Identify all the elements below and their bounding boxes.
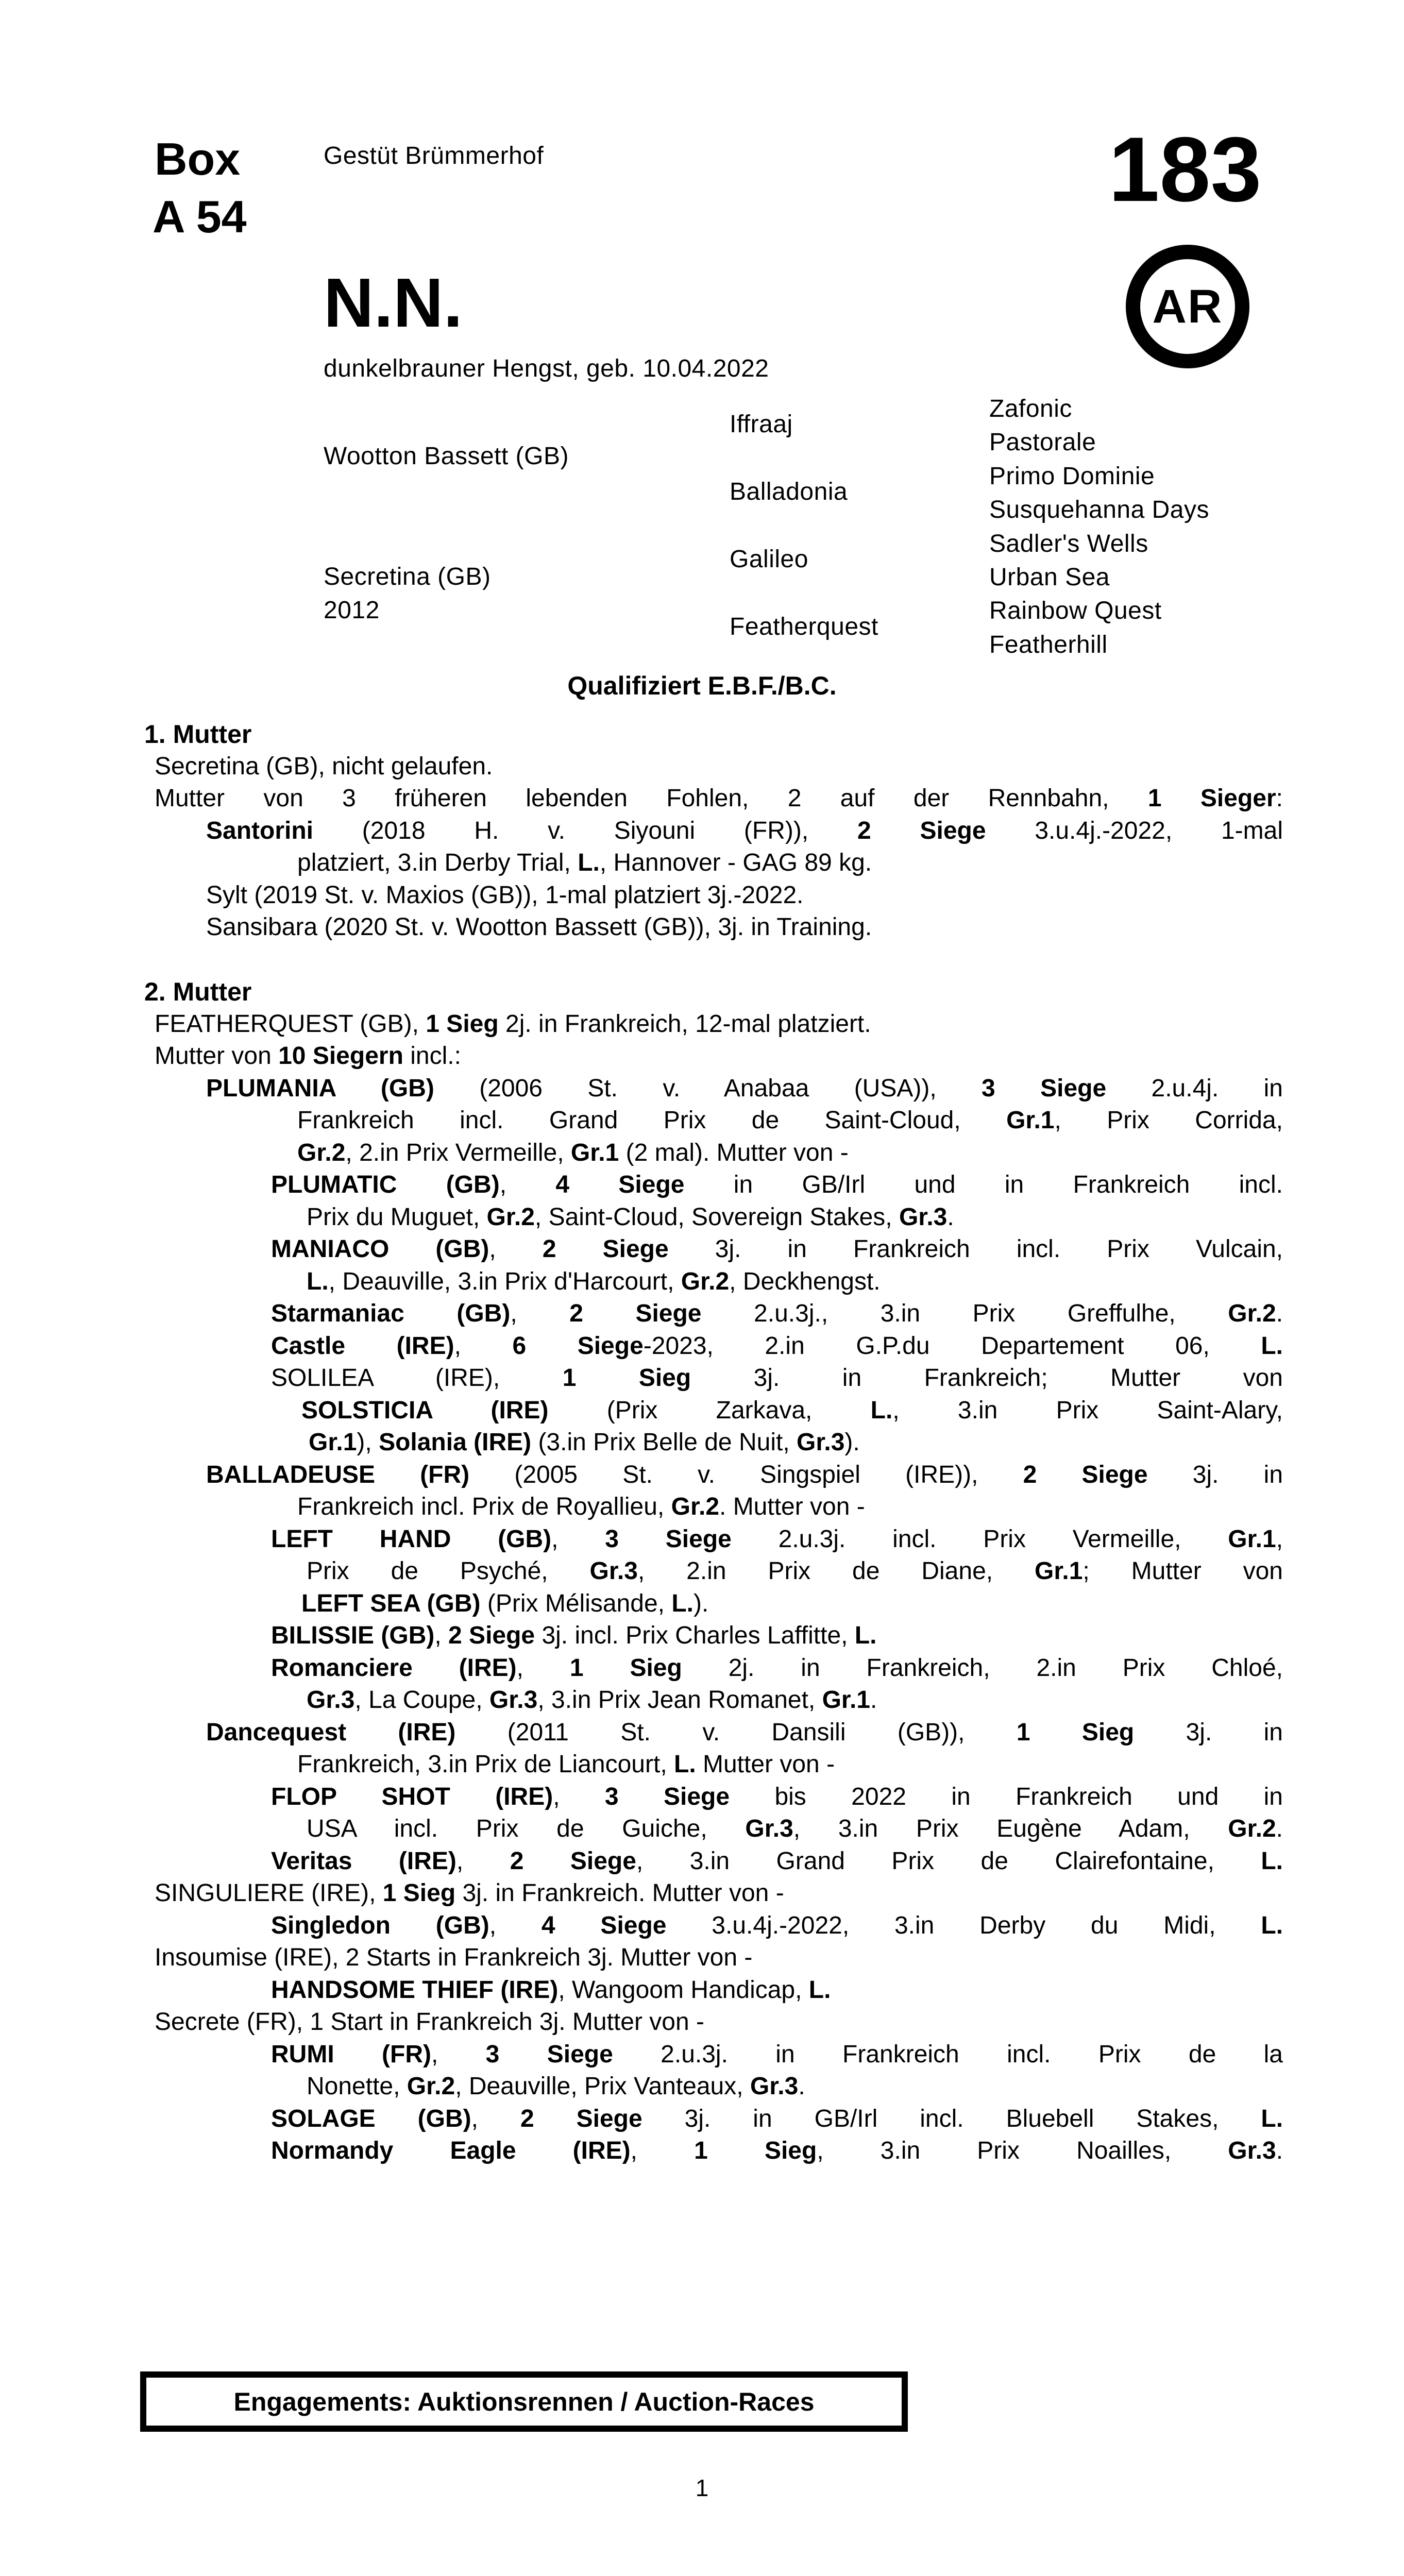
bold-text: Gr.2 <box>681 1267 730 1295</box>
text: 2.u.3j. incl. Prix Vermeille, <box>731 1525 1228 1553</box>
text: , <box>456 1847 510 1875</box>
catalog-line <box>155 1427 1283 1459</box>
catalog-line <box>155 1266 1283 1298</box>
text: . <box>870 1686 877 1714</box>
bold-text: Solania (IRE) <box>379 1429 532 1456</box>
text: Sansibara (2020 St. v. Wootton Bassett (GB)), 3j. in Training. <box>206 913 872 941</box>
pedigree-gp5: Sadler's Wells <box>989 530 1148 557</box>
text: -2023, 2.in G.P.du Departement 06, <box>643 1332 1261 1360</box>
text: Prix du Muguet, <box>307 1203 487 1231</box>
bold-text: L. <box>307 1267 329 1295</box>
box-label: Box <box>155 133 241 184</box>
bold-text: 2 Siege <box>569 1300 702 1327</box>
catalog-line <box>155 1073 1283 1105</box>
text: bis 2022 in Frankreich und in <box>730 1783 1283 1810</box>
bold-text: Gr.1 <box>822 1686 870 1714</box>
text: . <box>947 1203 954 1231</box>
bold-text: Gr.2 <box>1228 1300 1276 1327</box>
pedigree-sire-dam: Balladonia <box>730 478 848 505</box>
text: (2 mal). Mutter von - <box>619 1139 849 1166</box>
text: , <box>489 1235 543 1263</box>
catalog-line <box>155 2103 1283 2136</box>
pedigree-gp3: Primo Dominie <box>989 463 1155 490</box>
bold-text: 3 Siege <box>604 1783 730 1810</box>
bold-text: Gr.1 <box>570 1139 619 1166</box>
catalog-line <box>155 1845 1283 1878</box>
text: Frankreich, 3.in Prix de Liancourt, <box>297 1751 674 1778</box>
text: , <box>1276 1525 1283 1553</box>
text: , 3.in Prix Eugène Adam, <box>793 1815 1228 1842</box>
catalog-line <box>155 1588 1283 1620</box>
pedigree-dam-year: 2012 <box>324 597 380 624</box>
bold-text: 1 Sieg <box>562 1364 691 1392</box>
catalog-line <box>155 1105 1283 1137</box>
text: SOLILEA (IRE), <box>271 1364 563 1392</box>
text: Sylt (2019 St. v. Maxios (GB)), 1-mal platziert 3j.-2022. <box>206 881 804 909</box>
bold-text: Gr.1 <box>1228 1525 1276 1553</box>
text: Secrete (FR), 1 Start in Frankreich 3j. Mutter von - <box>155 2008 704 2036</box>
bold-text: L. <box>854 1622 877 1649</box>
bold-text: MANIACO (GB) <box>271 1235 489 1263</box>
text: , <box>510 1300 570 1327</box>
bold-text: 10 Siegern <box>278 1042 403 1070</box>
box-number: A 54 <box>153 191 247 242</box>
bold-text: 3 Siege <box>485 2040 613 2068</box>
text: (Prix Zarkava, <box>548 1396 871 1424</box>
catalog-line <box>155 1749 1283 1781</box>
text: ). <box>693 1589 709 1617</box>
catalog-line <box>155 1169 1283 1201</box>
text: , La Coupe, <box>354 1686 489 1714</box>
bold-text: L. <box>674 1751 696 1778</box>
bold-text: PLUMATIC (GB) <box>271 1171 500 1198</box>
text: Secretina (GB), nicht gelaufen. <box>155 752 493 780</box>
text: USA incl. Prix de Guiche, <box>307 1815 746 1842</box>
bold-text: Gr.3 <box>745 1815 793 1842</box>
text: Frankreich incl. Grand Prix de Saint-Cloud, <box>297 1107 1007 1134</box>
text: incl.: <box>403 1042 461 1070</box>
text: platziert, 3.in Derby Trial, <box>297 849 578 876</box>
bold-text: Gr.2 <box>486 1203 535 1231</box>
text: , <box>431 2040 486 2068</box>
text: (2018 H. v. Siyouni (FR)), <box>313 817 857 844</box>
text: Insoumise (IRE), 2 Starts in Frankreich 3j. Mutter von - <box>155 1944 753 1971</box>
catalog-line <box>155 1974 1283 2007</box>
bold-text: Castle (IRE) <box>271 1332 454 1360</box>
text: 3j. in Frankreich; Mutter von <box>691 1364 1283 1392</box>
catalog-line <box>155 1330 1283 1363</box>
text: , 2.in Prix de Diane, <box>637 1557 1035 1585</box>
text: Frankreich incl. Prix de Royallieu, <box>297 1493 671 1520</box>
bold-text: Gr.2 <box>1228 1815 1276 1842</box>
pedigree-gp2: Pastorale <box>989 429 1096 456</box>
bold-text: LEFT SEA (GB) <box>301 1589 481 1617</box>
pedigree-gp8: Featherhill <box>989 631 1108 658</box>
bold-text: Gr.1 <box>309 1429 357 1456</box>
horse-name: N.N. <box>324 264 463 342</box>
text: 2.u.3j., 3.in Prix Greffulhe, <box>701 1300 1228 1327</box>
pedigree-gp4: Susquehanna Days <box>989 496 1209 523</box>
bold-text: 4 Siege <box>541 1911 667 1939</box>
bold-text: 3 Siege <box>982 1074 1107 1102</box>
bold-text: Santorini <box>206 817 314 844</box>
catalog-line <box>155 1459 1283 1492</box>
text: 2.u.4j. in <box>1106 1074 1283 1102</box>
catalog-line <box>155 1040 1283 1073</box>
text: 3j. in <box>1134 1718 1283 1746</box>
catalog-line <box>155 2006 1283 2039</box>
bold-text: Romanciere (IRE) <box>271 1654 517 1682</box>
engagements-text: Engagements: Auktionsrennen / Auction-Races <box>233 2387 815 2416</box>
bold-text: BILISSIE (GB) <box>271 1622 435 1649</box>
bold-text: Gr.2 <box>671 1493 720 1520</box>
catalog-line <box>155 1652 1283 1685</box>
text: (2011 St. v. Dansili (GB)), <box>455 1718 1017 1746</box>
catalog-line <box>155 847 1283 879</box>
bold-text: 6 Siege <box>512 1332 644 1360</box>
catalog-line <box>155 1877 1283 1910</box>
pedigree-gp7: Rainbow Quest <box>989 597 1162 624</box>
bold-text: 2 Siege <box>448 1622 535 1649</box>
bold-text: 1 Sieg <box>382 1879 456 1907</box>
horse-description: dunkelbrauner Hengst, geb. 10.04.2022 <box>324 355 769 382</box>
text: 3j. in GB/Irl incl. Bluebell Stakes, <box>642 2105 1261 2132</box>
text: 3j. in Frankreich. Mutter von - <box>455 1879 784 1907</box>
ar-brand-label: AR <box>1152 280 1223 333</box>
bold-text: 2 Siege <box>520 2105 642 2132</box>
bold-text: Gr.3 <box>899 1203 948 1231</box>
bold-text: 1 Sieg <box>1016 1718 1135 1746</box>
text: ; Mutter von <box>1082 1557 1283 1585</box>
catalog-line <box>155 1813 1283 1845</box>
catalog-line <box>155 1555 1283 1588</box>
catalog-line <box>155 2039 1283 2071</box>
text: , <box>489 1911 542 1939</box>
catalog-line <box>155 1201 1283 1234</box>
pedigree-sire-sire: Iffraaj <box>730 411 793 438</box>
bold-text: Veritas (IRE) <box>271 1847 456 1875</box>
catalog-line <box>155 1137 1283 1170</box>
catalog-line <box>155 1233 1283 1266</box>
pedigree-gp1: Zafonic <box>989 395 1072 422</box>
bold-text: Gr.3 <box>750 2073 799 2100</box>
text: 2.u.3j. in Frankreich incl. Prix de la <box>613 2040 1283 2068</box>
ar-brand-icon <box>1126 245 1249 368</box>
bold-text: 1 Sieg <box>426 1010 499 1038</box>
text: , Prix Corrida, <box>1054 1107 1283 1134</box>
text: . <box>1276 2137 1283 2164</box>
bold-text: Gr.2 <box>297 1139 346 1166</box>
blank-line <box>155 944 1283 976</box>
text: (Prix Mélisande, <box>480 1589 672 1617</box>
text: . Mutter von - <box>719 1493 865 1520</box>
text: (2005 St. v. Singspiel (IRE)), <box>469 1461 1023 1488</box>
bold-text: BALLADEUSE (FR) <box>206 1461 470 1488</box>
catalog-line <box>155 1491 1283 1523</box>
catalog-line <box>155 1942 1283 1974</box>
bold-text: 2 Siege <box>857 817 986 844</box>
catalog-line <box>155 1362 1283 1395</box>
text: , <box>551 1525 605 1553</box>
bold-text: Dancequest (IRE) <box>206 1718 456 1746</box>
text: , 3.in Prix Noailles, <box>817 2137 1228 2164</box>
bold-text: Singledon (GB) <box>271 1911 489 1939</box>
pedigree-sire: Wootton Bassett (GB) <box>324 443 569 470</box>
text: , Saint-Cloud, Sovereign Stakes, <box>534 1203 899 1231</box>
engagements-box <box>140 2371 908 2432</box>
text: 3.u.4j.-2022, 1-mal <box>986 817 1283 844</box>
text: , <box>499 1171 556 1198</box>
catalog-line <box>155 783 1283 815</box>
bold-text: Gr.3 <box>796 1429 845 1456</box>
text: SINGULIERE (IRE), <box>155 1879 383 1907</box>
bold-text: 2 Siege <box>542 1235 669 1263</box>
bold-text: 2 Siege <box>510 1847 636 1875</box>
text: . <box>798 2073 805 2100</box>
bold-text: L. <box>1261 1911 1283 1939</box>
text: , Deauville, 3.in Prix d'Harcourt, <box>328 1267 681 1295</box>
text: , <box>630 2137 695 2164</box>
text: ), <box>357 1429 379 1456</box>
bold-text: L. <box>870 1396 893 1424</box>
text: 3j. incl. Prix Charles Laffitte, <box>535 1622 855 1649</box>
bold-text: Gr.1 <box>1006 1107 1055 1134</box>
text: , Deckhengst. <box>729 1267 881 1295</box>
bold-text: Gr.3 <box>307 1686 355 1714</box>
catalog-line <box>155 815 1283 848</box>
text: . <box>1276 1815 1283 1842</box>
bold-text: L. <box>578 849 600 876</box>
bold-text: LEFT HAND (GB) <box>271 1525 552 1553</box>
text: , Hannover - GAG 89 kg. <box>599 849 872 876</box>
bold-text: FLOP SHOT (IRE) <box>271 1783 553 1810</box>
bold-text: Starmaniac (GB) <box>271 1300 511 1327</box>
bold-text: Gr.1 <box>1035 1557 1083 1585</box>
text: 3j. in <box>1147 1461 1283 1488</box>
catalog-line <box>155 1395 1283 1427</box>
text: (3.in Prix Belle de Nuit, <box>531 1429 797 1456</box>
catalog-line <box>155 1781 1283 1814</box>
catalog-line <box>155 1008 1283 1041</box>
pedigree-gp6: Urban Sea <box>989 564 1110 591</box>
bold-text: 1 Sieg <box>694 2137 817 2164</box>
page-number: 1 <box>695 2475 709 2501</box>
bold-text: Normandy Eagle (IRE) <box>271 2137 631 2164</box>
bold-text: 3 Siege <box>605 1525 732 1553</box>
bold-text: 4 Siege <box>555 1171 685 1198</box>
text: , 3.in Prix Jean Romanet, <box>537 1686 822 1714</box>
bold-text: RUMI (FR) <box>271 2040 431 2068</box>
text: Mutter von <box>155 1042 279 1070</box>
text: Nonette, <box>307 2073 407 2100</box>
text: Mutter von - <box>696 1751 835 1778</box>
text: (2006 St. v. Anabaa (USA)), <box>434 1074 982 1102</box>
bold-text: Gr.3 <box>589 1557 638 1585</box>
text: 2j. in Frankreich, 2.in Prix Chloé, <box>682 1654 1283 1682</box>
bold-text: Gr.3 <box>489 1686 538 1714</box>
text: , 2.in Prix Vermeille, <box>345 1139 571 1166</box>
bold-text: L. <box>1261 1332 1283 1360</box>
catalog-line <box>155 2135 1283 2167</box>
section-heading: 2. Mutter <box>144 977 252 1006</box>
bold-text: L. <box>1261 2105 1283 2132</box>
text: Prix de Psyché, <box>307 1557 590 1585</box>
catalog-line <box>155 1298 1283 1330</box>
catalog-line <box>155 1910 1283 1942</box>
catalog-sections <box>144 718 1283 2167</box>
catalog-line <box>155 879 1283 912</box>
bold-text: L. <box>808 1976 831 2004</box>
text: , 3.in Prix Saint-Alary, <box>892 1396 1283 1424</box>
bold-text: SOLSTICIA (IRE) <box>301 1396 549 1424</box>
bold-text: SOLAGE (GB) <box>271 2105 471 2132</box>
text: : <box>1276 785 1283 812</box>
pedigree-dam-sire: Galileo <box>730 546 808 573</box>
lot-number: 183 <box>1108 118 1262 221</box>
bold-text: HANDSOME THIEF (IRE) <box>271 1976 559 2004</box>
text: , Wangoom Handicap, <box>558 1976 809 2004</box>
catalog-line <box>155 1523 1283 1556</box>
text: FEATHERQUEST (GB), <box>155 1010 426 1038</box>
text: , <box>471 2105 520 2132</box>
bold-text: PLUMANIA (GB) <box>206 1074 434 1102</box>
section-heading: 1. Mutter <box>144 720 252 749</box>
text: ). <box>844 1429 860 1456</box>
text: 2j. in Frankreich, 12-mal platziert. <box>498 1010 871 1038</box>
catalog-line <box>155 1717 1283 1749</box>
bold-text: L. <box>671 1589 693 1617</box>
text: , <box>553 1783 605 1810</box>
bold-text: 1 Sieger <box>1147 785 1276 812</box>
catalog-line <box>155 751 1283 783</box>
qualification-note: Qualifiziert E.B.F./B.C. <box>567 671 837 700</box>
text: 3j. in Frankreich incl. Prix Vulcain, <box>668 1235 1283 1263</box>
catalog-line <box>155 1620 1283 1652</box>
text: , <box>454 1332 513 1360</box>
text: 3.u.4j.-2022, 3.in Derby du Midi, <box>666 1911 1261 1939</box>
bold-text: 2 Siege <box>1023 1461 1148 1488</box>
pedigree-dam: Secretina (GB) <box>324 563 491 590</box>
consignor-name: Gestüt Brümmerhof <box>324 142 544 170</box>
text: . <box>1276 1300 1283 1327</box>
catalog-line <box>155 911 1283 944</box>
text: , <box>516 1654 570 1682</box>
bold-text: Gr.2 <box>407 2073 455 2100</box>
text: , <box>434 1622 449 1649</box>
text: , Deauville, Prix Vanteaux, <box>455 2073 750 2100</box>
catalog-line <box>155 2071 1283 2103</box>
text: , 3.in Grand Prix de Clairefontaine, <box>636 1847 1261 1875</box>
text: in GB/Irl und in Frankreich incl. <box>684 1171 1283 1198</box>
pedigree-dam-dam: Featherquest <box>730 613 878 640</box>
catalog-line <box>155 1684 1283 1717</box>
text: Mutter von 3 früheren lebenden Fohlen, 2 auf der Rennbahn, <box>155 785 1148 812</box>
bold-text: L. <box>1261 1847 1283 1875</box>
bold-text: 1 Sieg <box>569 1654 682 1682</box>
bold-text: Gr.3 <box>1228 2137 1276 2164</box>
